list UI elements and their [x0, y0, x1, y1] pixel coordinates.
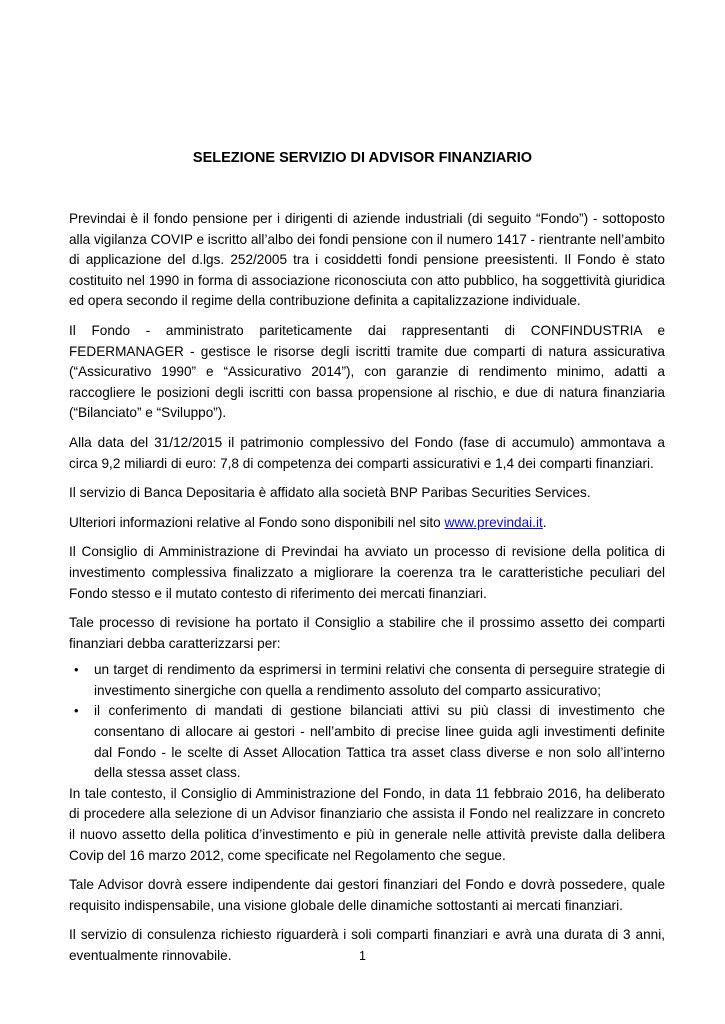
bullet-text: il conferimento di mandati di gestione bilanciati attivi su più classi di investimento che consentano di allocare ai gestori - nell’ambito di precise linee guida agli investimenti definite dal Fondo - le scelte di Asset Allocation Tattica tra asset class diverse e non solo all’interno della stessa asset class. — [94, 703, 665, 781]
paragraph-service-duration: Il servizio di consulenza richiesto riguarderà i soli comparti finanziari e avrà una durata di 3 anni, eventualmente rinnovabile. — [69, 927, 665, 963]
paragraph-review-outcome: Tale processo di revisione ha portato il Consiglio a stabilire che il prossimo assetto dei comparti finanziari debba caratterizzarsi per: — [69, 615, 665, 651]
bullet-marker: • — [74, 703, 79, 719]
bullet-item — [69, 701, 665, 783]
paragraph-custodian: Il servizio di Banca Depositaria è affidato alla società BNP Paribas Securities Services. — [69, 485, 591, 501]
bullet-text: un target di rendimento da esprimersi in termini relativi che consenta di perseguire strategie di investimento sinergiche con quella a rendimento assoluto del comparto assicurativo; — [94, 662, 665, 698]
paragraph-advisor-requirements: Tale Advisor dovrà essere indipendente dai gestori finanziari del Fondo e dovrà possedere, quale requisito indispensabile, una visione globale delle dinamiche sottostanti ai mercati finanziari. — [69, 877, 665, 913]
paragraph-governance: Il Fondo - amministrato pariteticamente dai rappresentanti di CONFINDUSTRIA e FEDERMANAGER - gestisce le risorse degli iscritti tramite due comparti di natura assicurativa (“Assicurativo 1990” e “Assicurativo 2014”), con garanzie di rendimento minimo, adatti a raccogliere le posizioni degli iscritti con bassa propensione al rischio, e due di natura finanziaria (“Bilanciato” e “Sviluppo”). — [69, 322, 665, 421]
info-prefix: Ulteriori informazioni relative al Fondo sono disponibili nel sito — [69, 514, 445, 530]
bullet-marker: • — [74, 662, 79, 678]
paragraph-assets: Alla data del 31/12/2015 il patrimonio complessivo del Fondo (fase di accumulo) ammontava a circa 9,2 miliardi di euro: 7,8 di competenza dei comparti assicurativi e 1,4 dei comparti finanziari. — [69, 434, 665, 471]
page-number: 1 — [359, 949, 366, 963]
paragraph-review: Il Consiglio di Amministrazione di Previndai ha avviato un processo di revisione della politica di investimento complessiva finalizzato a migliorare la coerenza tra le caratteristiche peculiari del Fondo stesso e il mutato contesto di riferimento dei mercati finanziari. — [69, 544, 665, 601]
bullet-list — [69, 660, 665, 784]
paragraph-decision: In tale contesto, il Consiglio di Amministrazione del Fondo, in data 11 febbraio 2016, ha deliberato di procedere alla selezione di un Advisor finanziario che assista il Fondo nel realizzare in concreto il nuovo assetto della politica d’investimento e più in generale nelle attività previste dalla delibera Covip del 16 marzo 2012, come specificate nel Regolamento che segue. — [69, 785, 665, 863]
document-title: SELEZIONE SERVIZIO DI ADVISOR FINANZIARIO — [192, 150, 533, 166]
paragraph-info — [69, 513, 665, 534]
info-suffix: . — [542, 514, 547, 530]
document-body — [69, 209, 665, 976]
website-link[interactable]: www.previndai.it — [444, 514, 543, 530]
bullet-item — [69, 660, 665, 701]
paragraph-intro: Previndai è il fondo pensione per i dirigenti di aziende industriali (di seguito “Fondo”) - sottoposto alla vigilanza COVIP e iscritto all’albo dei fondi pensione con il numero 1417 - rientrante nell’ambito di applicazione del d.lgs. 252/2005 tra i cosiddetti fondi pensione preesistenti. Il Fondo è stato costituito nel 1990 in forma di associazione riconosciuta con atto pubblico, ha soggettività giuridica ed opera secondo il regime della contribuzione definita a capitalizzazione individuale. — [69, 211, 665, 309]
